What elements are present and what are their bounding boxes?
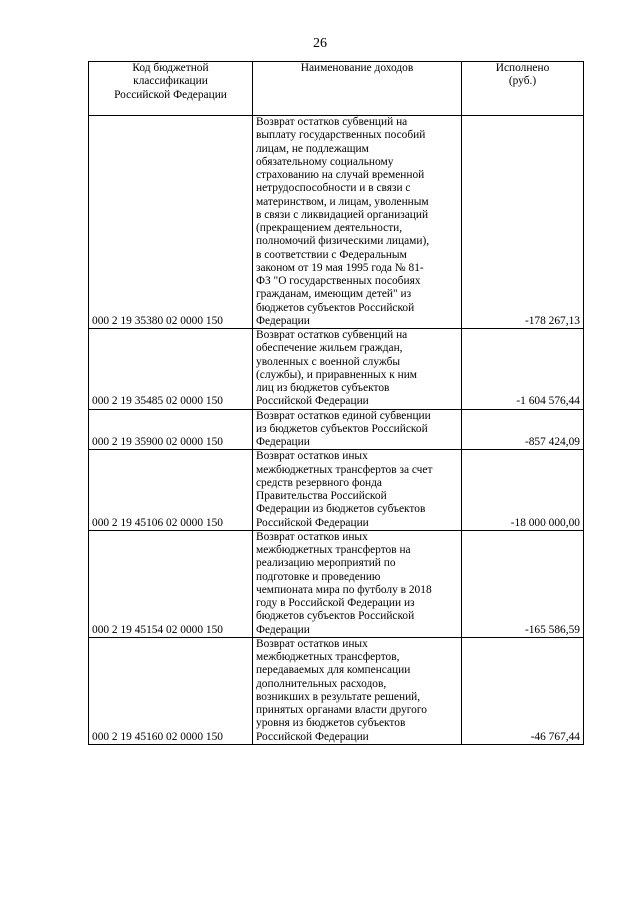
revenue-name-line: Возврат остатков иных [256,450,368,463]
table-row [89,450,584,531]
revenue-name-line: полномочий физическими лицами), [256,235,430,248]
revenue-name-line: из бюджетов субъектов Российской [256,422,428,435]
budget-code-cell: 000 2 19 35485 02 0000 150 [89,329,253,410]
revenue-name-line: Возврат остатков иных [256,637,368,650]
revenue-name-cell [253,329,462,410]
executed-amount-cell: -857 424,09 [462,409,584,450]
revenue-name-line: бюджетов субъектов Российской [256,301,415,314]
revenue-name-line: дополнительных расходов, [256,677,387,690]
executed-amount-cell: -165 586,59 [462,530,584,637]
revenue-name-line: Возврат остатков иных [256,530,368,543]
revenue-name-line: выплату государственных пособий [256,129,426,142]
revenue-name-line: принятых органами власти другого [256,704,427,716]
revenue-name-line: возникших в результате решений, [256,690,421,703]
executed-amount-cell: -18 000 000,00 [462,450,584,531]
executed-amount-cell: -1 604 576,44 [462,329,584,410]
header-line: классификации [133,75,208,88]
revenue-name-line: передаваемых для компенсации [256,664,411,677]
revenue-name-line: страхованию на случай временной [256,169,425,181]
revenue-name-line: Федерации [256,436,310,448]
revenue-name-line: году в Российской Федерации из [256,597,415,609]
revenue-name-line: чемпионата мира по футболу в 2018 [256,583,432,596]
header-line: Наименование доходов [300,62,414,74]
budget-code-cell: 000 2 19 45160 02 0000 150 [89,637,253,744]
revenue-name-line: (прекращением деятельности, [256,222,403,234]
revenue-name-line: межбюджетных трансфертов, [256,651,400,663]
header-line: Исполнено [495,62,550,74]
revenue-name-line: Российской Федерации [256,395,369,408]
revenue-name-line: межбюджетных трансфертов на [256,544,411,556]
revenue-name-line: лицам, не подлежащим [256,142,369,155]
revenue-name-line: средств резервного фонда [256,476,382,489]
header-line: Код бюджетной [132,62,209,74]
revenue-name-cell [253,409,462,450]
header-executed-amount [462,62,584,116]
revenue-name-line: законом от 19 мая 1995 года № 81- [256,261,424,274]
budget-code-cell: 000 2 19 45154 02 0000 150 [89,530,253,637]
header-line: (руб.) [508,75,537,88]
executed-amount-cell: -178 267,13 [462,116,584,329]
revenue-name-line: Федерации [256,623,310,636]
revenue-name-line: Возврат остатков субвенций на [256,116,408,128]
revenue-name-line: бюджетов субъектов Российской [256,610,415,623]
header-line: Российской Федерации [114,88,227,101]
header-budget-code [89,62,253,116]
revenue-name-cell [253,530,462,637]
revenue-name-line: реализацию мероприятий по [256,557,396,570]
revenue-name-line: обязательному социальному [256,155,394,168]
table-header-row [89,62,584,116]
page-number: 26 [313,36,327,51]
table-row [89,409,584,450]
revenue-name-line: нетрудоспособности и в связи с [256,182,411,195]
revenue-name-line: уволенных с военной службы [256,355,401,368]
revenue-table [88,61,584,745]
revenue-name-line: Федерации из бюджетов субъектов [256,503,426,516]
budget-code-cell: 000 2 19 45106 02 0000 150 [89,450,253,531]
table-row [89,329,584,410]
revenue-name-line: ФЗ "О государственных пособиях [256,275,421,287]
revenue-name-line: материнством, и лицам, уволенным [256,195,429,208]
revenue-name-line: Возврат остатков единой субвенции [256,409,431,422]
table-row [89,530,584,637]
revenue-name-line: подготовке и проведению [256,570,381,583]
revenue-name-line: Федерации [256,314,310,327]
revenue-name-cell [253,637,462,744]
revenue-name-line: уровня из бюджетов субъектов [256,717,406,730]
executed-amount-cell: -46 767,44 [462,637,584,744]
budget-code-cell: 000 2 19 35900 02 0000 150 [89,409,253,450]
revenue-name-line: Российской Федерации [256,516,369,529]
revenue-name-line: лиц из бюджетов субъектов [256,382,390,394]
revenue-name-line: гражданам, имеющим детей" из [256,288,412,301]
revenue-name-line: межбюджетных трансфертов за счет [256,463,433,476]
revenue-name-line: Правительства Российской [256,490,387,502]
table-row [89,116,584,329]
table-body [89,116,584,745]
revenue-name-line: в связи с ликвидацией организаций [256,208,429,221]
revenue-name-line: Российской Федерации [256,730,369,743]
revenue-name-line: в соответствии с Федеральным [256,248,407,261]
budget-code-cell: 000 2 19 35380 02 0000 150 [89,116,253,329]
revenue-name-line: (службы), и приравненных к ним [256,368,418,381]
revenue-name-cell [253,116,462,329]
header-revenue-name [253,62,462,116]
table-row [89,637,584,744]
revenue-name-cell [253,450,462,531]
revenue-name-line: обеспечение жильем граждан, [256,342,403,355]
revenue-name-line: Возврат остатков субвенций на [256,329,408,341]
